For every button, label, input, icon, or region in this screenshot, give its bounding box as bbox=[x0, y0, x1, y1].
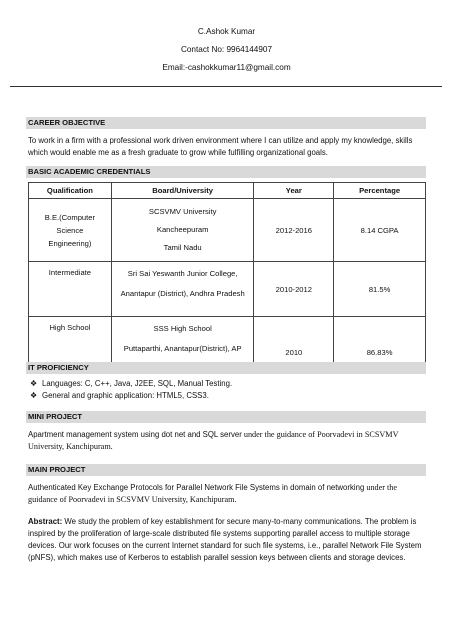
contact-number: Contact No: 9964144907 bbox=[180, 45, 273, 54]
cell-line: Tamil Nadu bbox=[163, 243, 202, 252]
abstract-text: Abstract: We study the problem of key establishment for secure many-to-many communications. The problem is inspired by the proliferation of large-scale distributed file systems supporting parallel access to multiple storage devices. Our work focuses on the current Internet standard for such file systems, i.e., parallel Network File System (pNFS), which makes use of Kerberos to establish parallel session keys between clients and storage devices. bbox=[28, 517, 422, 562]
header-divider bbox=[10, 86, 442, 87]
cell-line: SCSVMV University bbox=[148, 207, 217, 216]
qualification-table bbox=[28, 182, 426, 364]
email-address: Email:-cashokkumar11@gmail.com bbox=[162, 63, 291, 72]
table-row bbox=[29, 317, 426, 364]
cell-line: Puttaparthi, Anantapur(District), AP bbox=[123, 344, 242, 353]
abstract-label: Abstract: bbox=[28, 517, 63, 526]
qualification-cell bbox=[29, 262, 112, 317]
qualification-cell bbox=[29, 317, 112, 364]
section-mini-project: MINI PROJECT bbox=[26, 411, 426, 423]
board-cell bbox=[111, 317, 254, 364]
percentage-cell: 86.83% bbox=[334, 317, 426, 364]
year-cell: 2010 bbox=[254, 317, 334, 364]
candidate-name: C.Ashok Kumar bbox=[197, 27, 256, 36]
year-cell: 2012-2016 bbox=[254, 199, 334, 262]
qualification-cell bbox=[29, 199, 112, 262]
cell-line: Sri Sai Yeswanth Junior College, bbox=[127, 269, 238, 278]
percentage-cell: 8.14 CGPA bbox=[334, 199, 426, 262]
cell-line: Kancheepuram bbox=[156, 225, 209, 234]
column-header: Year bbox=[254, 183, 334, 199]
table-header-row bbox=[29, 183, 426, 199]
column-header: Board/University bbox=[111, 183, 254, 199]
column-header: Percentage bbox=[334, 183, 426, 199]
section-it-proficiency: IT PROFICIENCY bbox=[26, 362, 426, 374]
cell-line: B.E.(Computer bbox=[44, 212, 96, 222]
section-career-objective: CAREER OBJECTIVE bbox=[26, 117, 426, 129]
section-main-project: MAIN PROJECT bbox=[26, 464, 426, 476]
list-item: ❖ General and graphic application: HTML5, CSS3. bbox=[30, 391, 209, 400]
table-row bbox=[29, 199, 426, 262]
section-academic-credentials: BASIC ACADEMIC CREDENTIALS bbox=[26, 166, 426, 178]
list-item: ❖ Languages: C, C++, Java, J2EE, SQL, Manual Testing. bbox=[30, 379, 233, 388]
diamond-bullet-icon: ❖ bbox=[30, 391, 38, 400]
main-project-text: Authenticated Key Exchange Protocols for Parallel Network File Systems in domain of networking under the guidance of Poorvadevi in SCSVMV University, Kanchipuram. bbox=[28, 483, 398, 504]
cell-line: Science bbox=[56, 225, 84, 235]
year-cell: 2010-2012 bbox=[254, 262, 334, 317]
column-header: Qualification bbox=[29, 183, 112, 199]
board-cell bbox=[111, 262, 254, 317]
mini-project-text: Apartment management system using dot net and SQL server under the guidance of Poorvadevi in SCSVMV University, Kanchipuram. bbox=[28, 430, 399, 451]
cell-line: Anantapur (District), Andhra Pradesh bbox=[120, 289, 245, 298]
board-cell bbox=[111, 199, 254, 262]
career-objective-text: To work in a firm with a professional work driven environment where I can utilize and apply my knowledge, skills which would enable me as a fresh graduate to grow while fulfilling organizational goals. bbox=[28, 136, 413, 157]
table-row bbox=[29, 262, 426, 317]
percentage-cell: 81.5% bbox=[334, 262, 426, 317]
cell-line: SSS High School bbox=[153, 324, 212, 333]
cell-line: High School bbox=[49, 323, 91, 332]
it-skills-list bbox=[30, 378, 232, 402]
diamond-bullet-icon: ❖ bbox=[30, 379, 38, 388]
cell-line: Intermediate bbox=[48, 268, 92, 277]
cell-line: Engineering) bbox=[48, 238, 92, 248]
